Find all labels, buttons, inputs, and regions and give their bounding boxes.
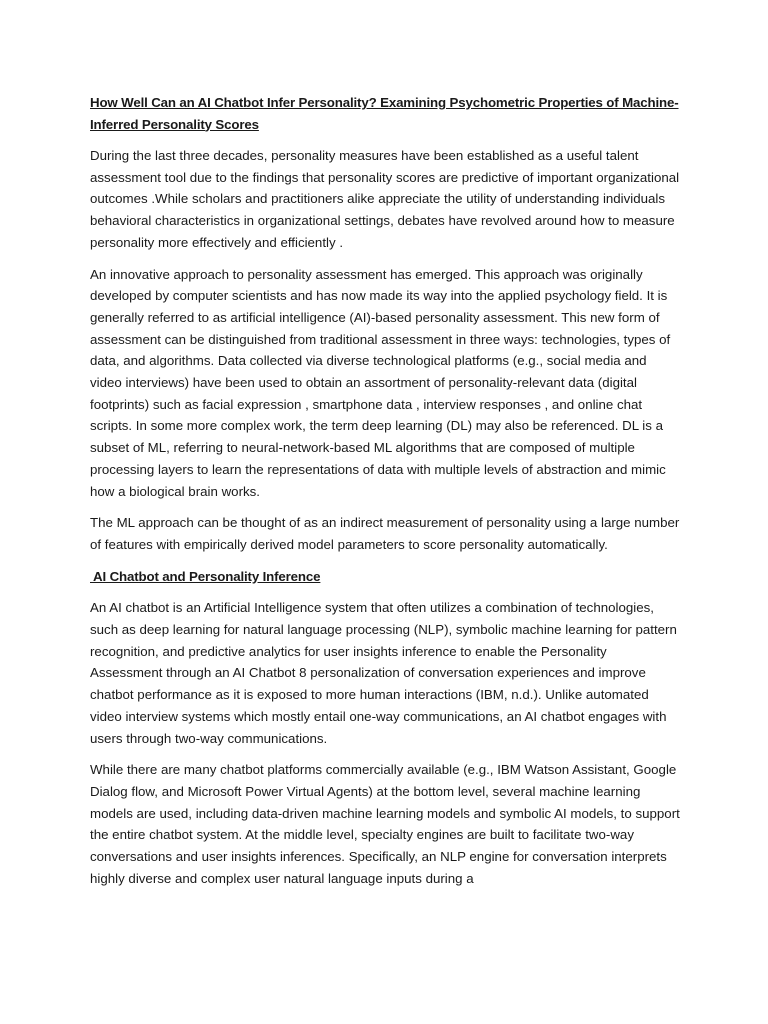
paragraph-intro-1: During the last three decades, personality measures have been established as a useful talent assessment tool due to the findings that personality scores are predictive of important organizational outcomes .While scholars and practitioners alike appreciate the utility of understanding individuals behavioral characteristics in organizational settings, debates have revolved around how to measure personality more effectively and efficiently . <box>90 148 680 250</box>
section-heading: AI Chatbot and Personality Inference <box>90 568 321 584</box>
paragraph-section-2: While there are many chatbot platforms commercially available (e.g., IBM Watson Assistant, Google Dialog flow, and Microsoft Power Virtual Agents) at the bottom level, several machine learning models are used, including data-driven machine learning models and symbolic AI models, to support the entire chatbot system. At the middle level, specialty engines are built to facilitate two-way conversations and user insights inferences. Specifically, an NLP engine for conversation interprets highly diverse and complex user natural language inputs during a <box>90 762 680 886</box>
paragraph-section-1: An AI chatbot is an Artificial Intelligence system that often utilizes a combination of technologies, such as deep learning for natural language processing (NLP), symbolic machine learning for pattern recognition, and predictive analytics for user insights inference to enable the Personality Assessment through an AI Chatbot 8 personalization of conversation experiences and improve chatbot performance as it is exposed to more human interactions (IBM, n.d.). Unlike automated video interview systems which mostly entail one-way communications, an AI chatbot engages with users through two-way communications. <box>90 600 677 746</box>
document-title: How Well Can an AI Chatbot Infer Personality? Examining Psychometric Properties of Machine-Inferred Personality Scores <box>90 95 679 132</box>
document-body <box>90 92 682 900</box>
paragraph-intro-2: An innovative approach to personality assessment has emerged. This approach was originally developed by computer scientists and has now made its way into the applied psychology field. It is generally referred to as artificial intelligence (AI)-based personality assessment. This new form of assessment can be distinguished from traditional assessment in three ways: technologies, types of data, and algorithms. Data collected via diverse technological platforms (e.g., social media and video interviews) have been used to obtain an assortment of personality-relevant data (digital footprints) such as facial expression , smartphone data , interview responses , and online chat scripts. In some more complex work, the term deep learning (DL) may also be referenced. DL is a subset of ML, referring to neural-network-based ML algorithms that are composed of multiple processing layers to learn the representations of data with multiple levels of abstraction and mimic how a biological brain works. <box>90 266 671 499</box>
paragraph-intro-3: The ML approach can be thought of as an indirect measurement of personality using a large number of features with empirically derived model parameters to score personality automatically. <box>90 515 680 552</box>
